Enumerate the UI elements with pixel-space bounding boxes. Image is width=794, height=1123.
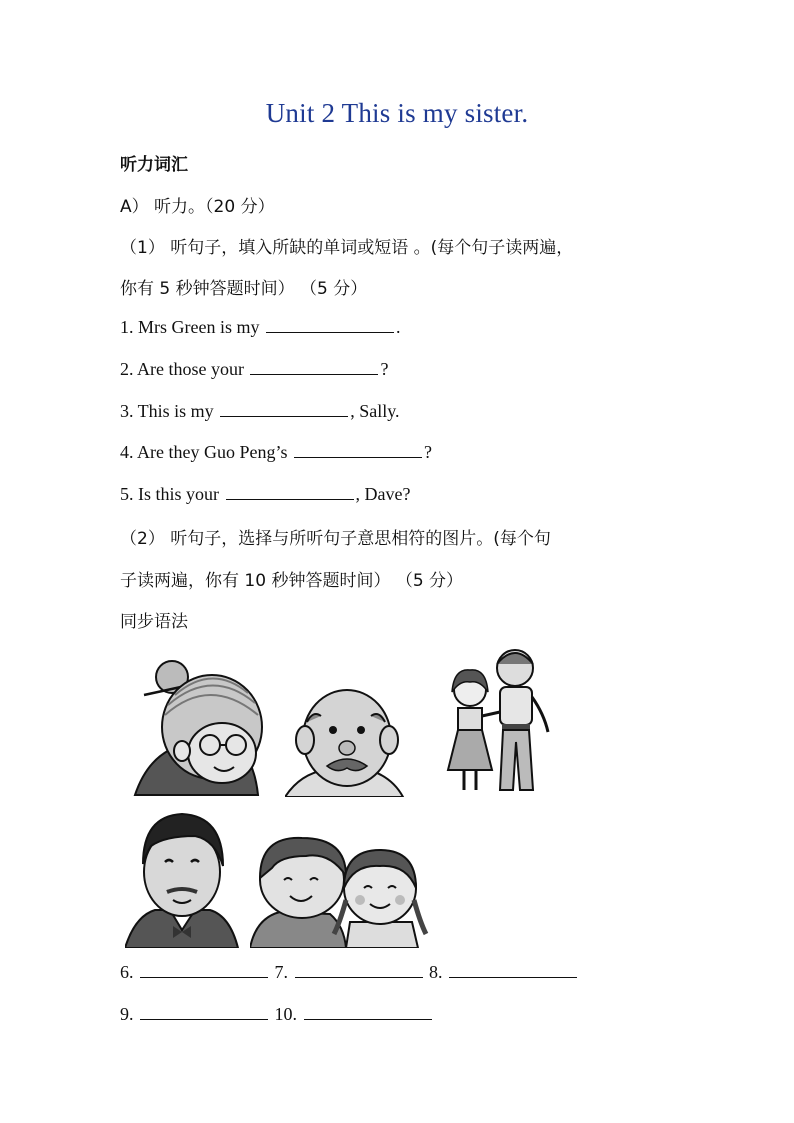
sub2-instruction-line1: （2） 听句子，选择与所听句子意思相符的图片。(每个句 [120, 529, 551, 549]
q5-end: , Dave? [355, 484, 411, 504]
question-2 [120, 358, 388, 380]
q1-text: 1. Mrs Green is my [120, 317, 264, 337]
answers-row-1 [120, 961, 579, 983]
q2-text: 2. Are those your [120, 359, 249, 379]
sub1-instruction-line2: 你有 5 秒钟答题时间） （5 分） [120, 279, 368, 299]
a9-label: 9. [120, 1004, 138, 1024]
a8-label: 8. [424, 962, 447, 982]
q2-end: ? [380, 359, 389, 379]
q5-text: 5. Is this your [120, 484, 224, 504]
girl-and-father-illustration [440, 642, 552, 797]
q4-end: ? [423, 442, 432, 462]
question-3 [120, 400, 400, 422]
q4-text: 4. Are they Guo Peng’s [120, 442, 292, 462]
question-4 [120, 441, 432, 463]
q1-end: . [395, 317, 401, 337]
grandmother-illustration [130, 655, 265, 797]
a7-blank[interactable] [295, 961, 423, 978]
a8-blank[interactable] [449, 961, 577, 978]
a6-label: 6. [120, 962, 138, 982]
brother-and-sister-illustration [250, 830, 430, 948]
a10-blank[interactable] [304, 1003, 432, 1020]
question-1 [120, 316, 400, 338]
q1-blank[interactable] [266, 316, 394, 333]
a6-blank[interactable] [140, 961, 268, 978]
grandfather-illustration [285, 682, 405, 797]
section-grammar: 同步语法 [120, 612, 188, 632]
q4-blank[interactable] [294, 441, 422, 458]
q5-blank[interactable] [226, 483, 354, 500]
sub2-instruction-line2: 子读两遍，你有 10 秒钟答题时间） （5 分） [120, 571, 464, 591]
question-5 [120, 483, 410, 505]
q3-end: , Sally. [350, 401, 400, 421]
answers-row-2 [120, 1003, 434, 1025]
a7-label: 7. [270, 962, 293, 982]
q3-text: 3. This is my [120, 401, 219, 421]
section-listening-vocab: 听力词汇 [120, 155, 188, 175]
a9-blank[interactable] [140, 1003, 268, 1020]
page-title: Unit 2 This is my sister. [265, 98, 529, 128]
sub1-instruction-line1: （1） 听句子，填入所缺的单词或短语 。(每个句子读两遍， [120, 238, 574, 258]
father-illustration [125, 806, 240, 948]
part-a-heading: A） 听力。（20 分） [120, 197, 275, 217]
q2-blank[interactable] [250, 358, 378, 375]
a10-label: 10. [270, 1004, 302, 1024]
q3-blank[interactable] [220, 400, 348, 417]
